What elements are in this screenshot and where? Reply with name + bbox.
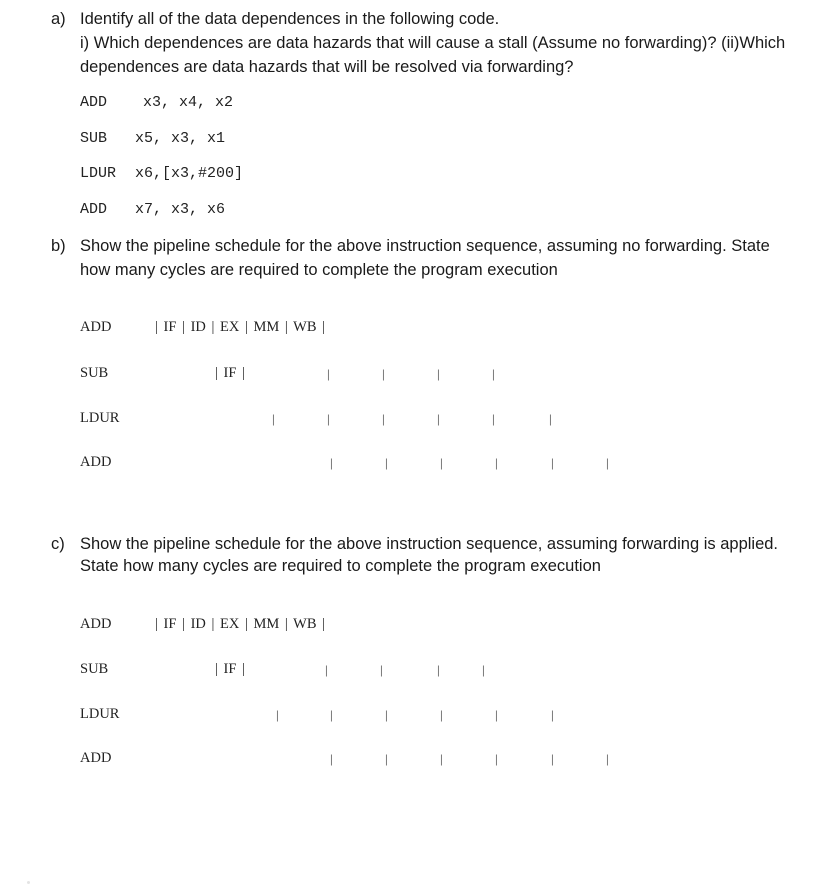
pipeline-b-cell-separator: | xyxy=(330,455,333,470)
scan-dot xyxy=(27,881,30,884)
pipeline-b-cell-separator: | xyxy=(440,455,443,470)
pipeline-c-cell-separator: | xyxy=(440,751,443,766)
pipeline-c-row-2-instr: SUB xyxy=(80,661,109,677)
pipeline-c-cell-separator: | xyxy=(495,751,498,766)
code-line-2-opcode: SUB xyxy=(80,130,108,147)
part-b-marker: b) xyxy=(51,237,66,255)
part-b-question-line-1: Show the pipeline schedule for the above instruction sequence, assuming no forwarding. State xyxy=(80,237,770,255)
pipeline-c-cell-separator: | xyxy=(551,751,554,766)
pipeline-c-cell-separator: | xyxy=(437,662,440,677)
pipeline-b-cell-separator: | xyxy=(492,366,495,381)
pipeline-c-cell-separator: | xyxy=(385,751,388,766)
pipeline-b-row-1-instr: ADD xyxy=(80,319,112,335)
pipeline-c-cell-separator: | xyxy=(276,707,279,722)
part-b-question-line-2: how many cycles are required to complete the program execution xyxy=(80,261,558,279)
pipeline-b-cell-separator: | xyxy=(382,411,385,426)
part-a-question-line-1: Identify all of the data dependences in the following code. xyxy=(80,10,500,28)
pipeline-c-cell-separator: | xyxy=(551,707,554,722)
pipeline-b-cell-separator: | xyxy=(437,366,440,381)
part-a-marker: a) xyxy=(51,10,66,28)
part-a-question-line-3: dependences are data hazards that will be resolved via forwarding? xyxy=(80,58,574,76)
code-line-1-opcode: ADD xyxy=(80,94,108,111)
pipeline-c-row-1-stages: | IF | ID | EX | MM | WB | xyxy=(155,616,326,632)
pipeline-b-cell-separator: | xyxy=(272,411,275,426)
pipeline-c-cell-separator: | xyxy=(385,707,388,722)
pipeline-b-cell-separator: | xyxy=(437,411,440,426)
pipeline-b-cell-separator: | xyxy=(495,455,498,470)
pipeline-c-row-2-stages: | IF | xyxy=(215,661,245,677)
part-c-question-line-2: State how many cycles are required to complete the program execution xyxy=(80,557,601,575)
part-a-question-line-2: i) Which dependences are data hazards that will cause a stall (Assume no forwarding)? (ii)Which xyxy=(80,34,786,52)
pipeline-b-cell-separator: | xyxy=(549,411,552,426)
pipeline-b-row-2-stages: | IF | xyxy=(215,365,245,381)
pipeline-c-cell-separator: | xyxy=(380,662,383,677)
pipeline-c-cell-separator: | xyxy=(495,707,498,722)
pipeline-c-cell-separator: | xyxy=(330,707,333,722)
pipeline-c-cell-separator: | xyxy=(606,751,609,766)
code-line-3-operands: x6,[x3,#200] xyxy=(135,165,244,182)
pipeline-b-row-2-instr: SUB xyxy=(80,365,109,381)
pipeline-b-cell-separator: | xyxy=(327,411,330,426)
part-c-question-line-1: Show the pipeline schedule for the above instruction sequence, assuming forwarding is applied. xyxy=(80,535,779,553)
pipeline-b-cell-separator: | xyxy=(327,366,330,381)
pipeline-c-cell-separator: | xyxy=(482,662,485,677)
code-line-4-opcode: ADD xyxy=(80,201,108,218)
pipeline-c-row-1-instr: ADD xyxy=(80,616,112,632)
code-line-1-operands: x3, x4, x2 xyxy=(143,94,234,111)
pipeline-b-row-1-stages: | IF | ID | EX | MM | WB | xyxy=(155,319,326,335)
pipeline-b-cell-separator: | xyxy=(606,455,609,470)
pipeline-c-cell-separator: | xyxy=(440,707,443,722)
pipeline-b-cell-separator: | xyxy=(551,455,554,470)
pipeline-b-cell-separator: | xyxy=(492,411,495,426)
code-line-2-operands: x5, x3, x1 xyxy=(135,130,226,147)
part-c-marker: c) xyxy=(51,535,65,553)
pipeline-b-cell-separator: | xyxy=(382,366,385,381)
code-line-4-operands: x7, x3, x6 xyxy=(135,201,226,218)
pipeline-c-row-4-instr: ADD xyxy=(80,750,112,766)
pipeline-c-cell-separator: | xyxy=(325,662,328,677)
pipeline-b-cell-separator: | xyxy=(385,455,388,470)
pipeline-c-cell-separator: | xyxy=(330,751,333,766)
code-line-3-opcode: LDUR xyxy=(80,165,117,182)
pipeline-b-row-4-instr: ADD xyxy=(80,454,112,470)
pipeline-c-row-3-instr: LDUR xyxy=(80,706,120,722)
pipeline-b-row-3-instr: LDUR xyxy=(80,410,120,426)
